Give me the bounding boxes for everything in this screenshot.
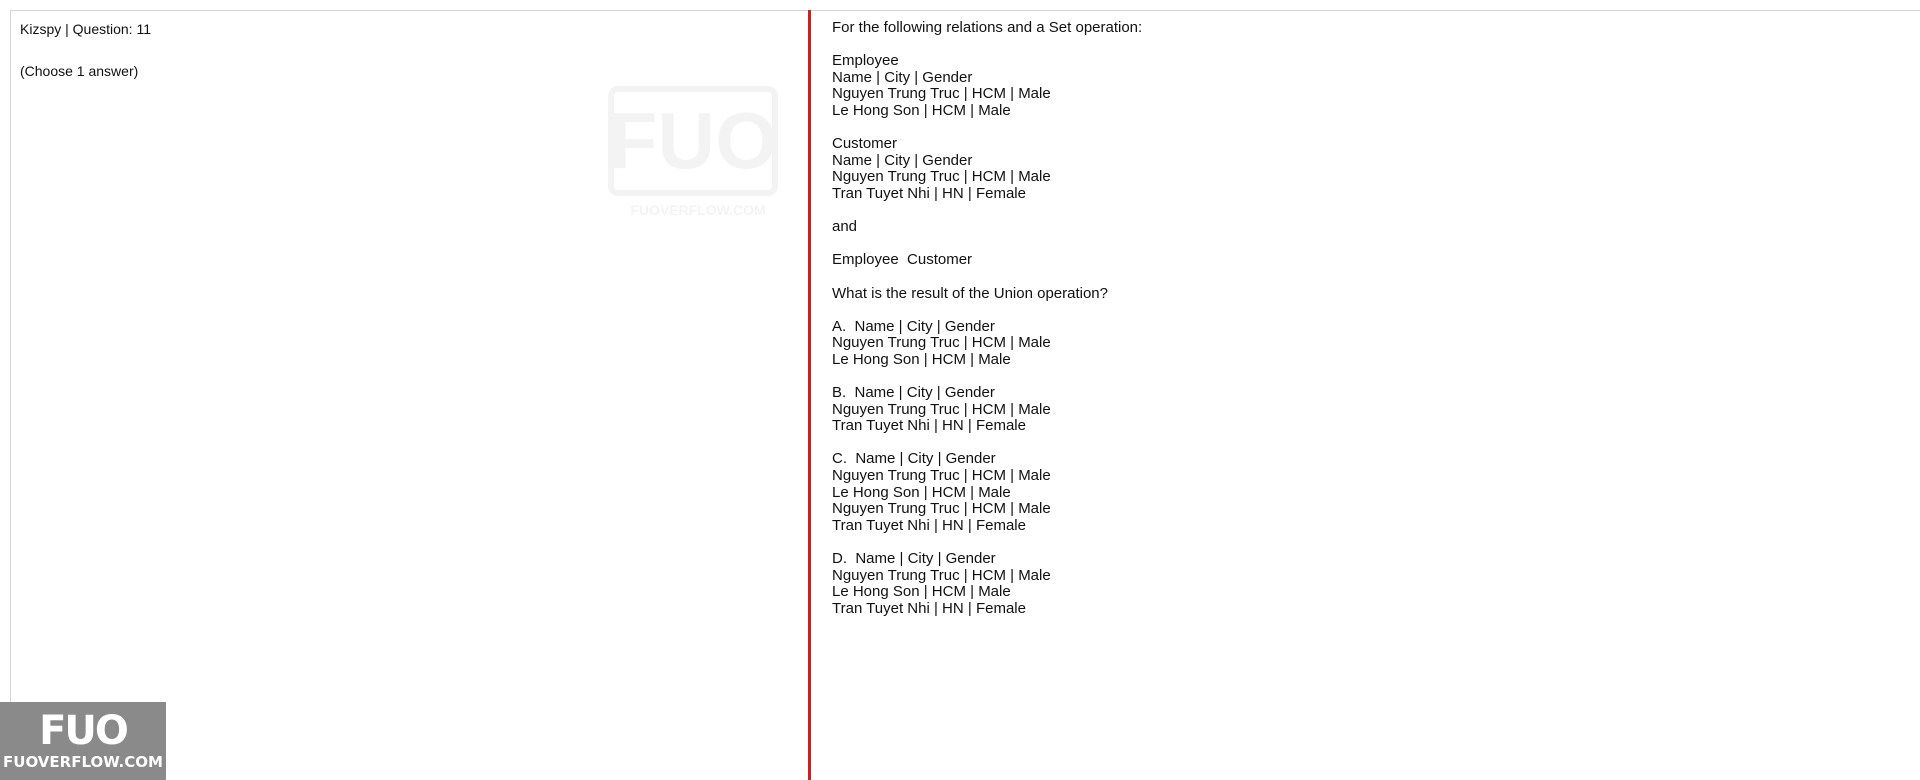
question-line: and bbox=[832, 218, 858, 236]
question-line: Tran Tuyet Nhi | HN | Female bbox=[832, 184, 1026, 202]
blank-line bbox=[832, 37, 1899, 54]
blank-line bbox=[832, 120, 1899, 137]
blank-line bbox=[832, 269, 1899, 286]
question-line: What is the result of the Union operation? bbox=[832, 284, 1108, 302]
question-line: Tran Tuyet Nhi | HN | Female bbox=[832, 599, 1026, 617]
question-line: For the following relations and a Set operation: bbox=[832, 19, 1143, 36]
question-line: Nguyen Trung Truc | HCM | Male bbox=[832, 168, 1051, 186]
question-line: Tran Tuyet Nhi | HN | Female bbox=[832, 516, 1026, 534]
question-line: Le Hong Son | HCM | Male bbox=[832, 483, 1011, 501]
question-line: Tran Tuyet Nhi | HN | Female bbox=[832, 417, 1026, 435]
fuo-logo-icon: FUO bbox=[39, 708, 127, 754]
question-line: Name | City | Gender bbox=[832, 151, 973, 169]
question-line: Nguyen Trung Truc | HCM | Male bbox=[832, 334, 1051, 352]
question-line: Nguyen Trung Truc | HCM | Male bbox=[832, 566, 1051, 584]
question-line: Nguyen Trung Truc | HCM | Male bbox=[832, 467, 1051, 485]
blank-line bbox=[832, 534, 1899, 551]
question-line: A. Name | City | Gender bbox=[832, 317, 995, 335]
blank-line bbox=[832, 302, 1899, 319]
question-text bbox=[832, 20, 1899, 617]
question-line: Le Hong Son | HCM | Male bbox=[832, 101, 1011, 119]
blank-line bbox=[832, 435, 1899, 452]
fuoverflow-logo bbox=[0, 702, 166, 780]
question-line: Customer bbox=[832, 135, 898, 153]
blank-line bbox=[832, 203, 1899, 220]
question-header: Kizspy | Question: 11 bbox=[20, 21, 151, 37]
question-line: Le Hong Son | HCM | Male bbox=[832, 583, 1011, 601]
blank-line bbox=[832, 368, 1899, 385]
question-line: Employee Customer bbox=[832, 251, 973, 269]
logo-site-text: FUOVERFLOW.COM bbox=[3, 753, 163, 771]
question-line: C. Name | City | Gender bbox=[832, 450, 996, 468]
question-line: Nguyen Trung Truc | HCM | Male bbox=[832, 85, 1051, 103]
blank-line bbox=[832, 236, 1899, 253]
question-line: Employee bbox=[832, 52, 899, 70]
left-pane bbox=[11, 11, 808, 780]
answer-instruction: (Choose 1 answer) bbox=[20, 63, 139, 79]
question-line: Name | City | Gender bbox=[832, 68, 973, 86]
question-line: Nguyen Trung Truc | HCM | Male bbox=[832, 400, 1051, 418]
question-line: D. Name | City | Gender bbox=[832, 550, 996, 567]
question-pane bbox=[811, 11, 1920, 780]
question-line: Nguyen Trung Truc | HCM | Male bbox=[832, 500, 1051, 518]
question-line: B. Name | City | Gender bbox=[832, 384, 995, 402]
question-line: Le Hong Son | HCM | Male bbox=[832, 350, 1011, 368]
